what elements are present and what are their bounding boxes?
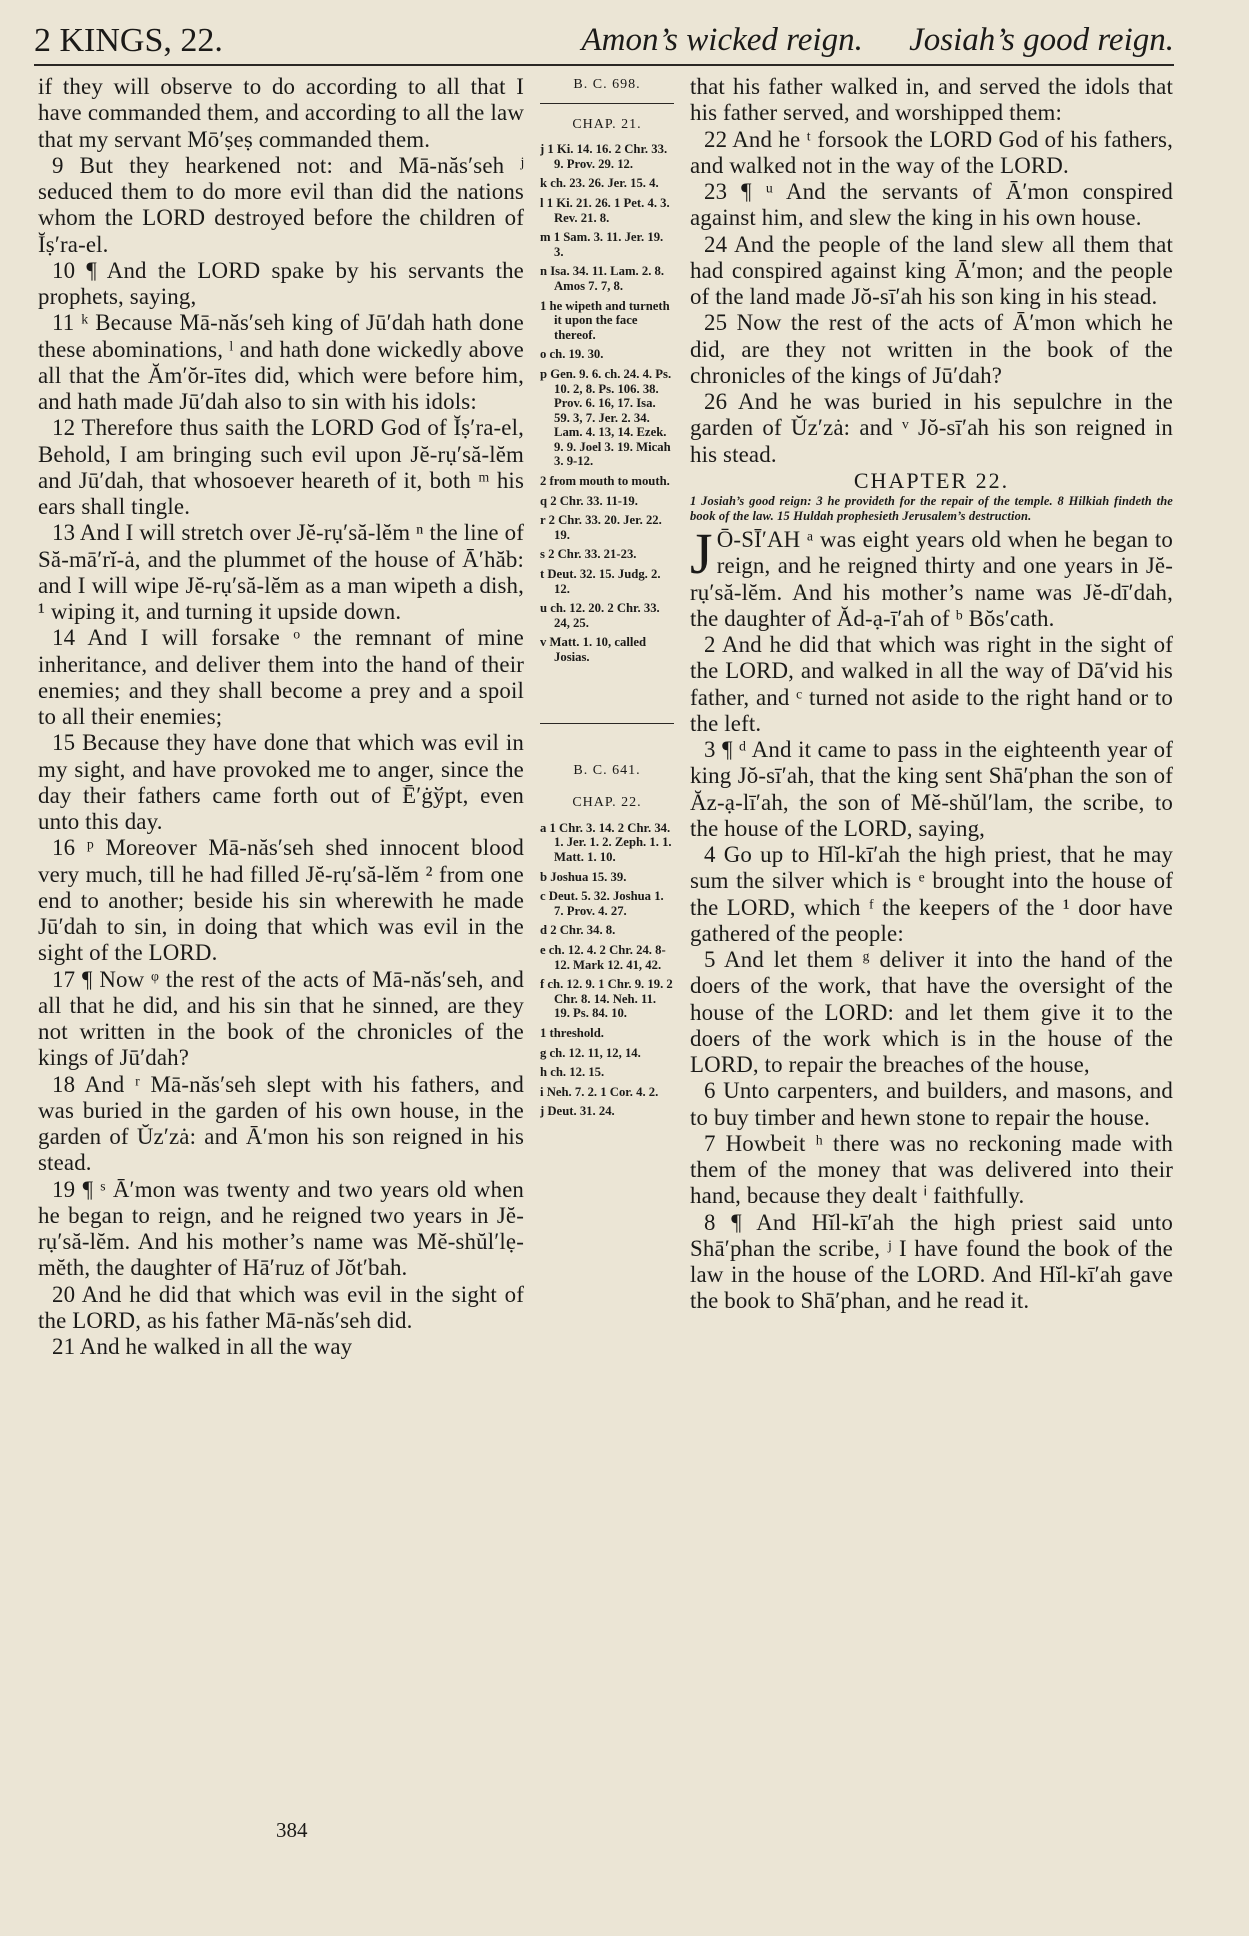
verse: if they will observe to do according to all that I have commanded them, and according to all the law that my servant Mō′ṣeṣ commanded them. [38, 74, 524, 152]
verse: 8 ¶ And Hĭl-kī′ah the high priest said unto Shā′phan the scribe, ʲ I have found the book of the law in the house of the LORD. And Hĭl-kī′ah gave the book to Shā′phan, and he read it. [690, 1209, 1173, 1314]
margin-rule [540, 103, 674, 104]
verse: 6 Unto carpenters, and builders, and masons, and to buy timber and hewn stone to repair the house. [690, 1078, 1173, 1130]
verse: 20 And he did that which was evil in the sight of the LORD, as his father Mā-năs′seh did. [38, 1281, 524, 1333]
cross-reference: o ch. 19. 30. [540, 347, 604, 362]
page-number: 384 [276, 1818, 308, 1842]
cross-reference: j 1 Ki. 14. 16. 2 Chr. 33. 9. Prov. 29. 12. [540, 142, 668, 171]
reference-list [540, 821, 674, 1119]
verse: 7 Howbeit ʰ there was no reckoning made with them of the money that was delivered into their hand, because they dealt ⁱ faithfully. [690, 1130, 1173, 1209]
cross-reference: g ch. 12. 11, 12, 14. [540, 1045, 641, 1060]
date-label: B. C. 641. [573, 762, 641, 778]
verse: 15 Because they have done that which was evil in my sight, and have provoked me to anger, since the day their fathers came forth out of Ē′ġўpt, even unto this day. [38, 730, 524, 834]
cross-reference: t Deut. 32. 15. Judg. 2. 12. [540, 567, 661, 596]
cross-reference: r 2 Chr. 33. 20. Jer. 22. 19. [540, 513, 662, 542]
book-chapter-label: 2 KINGS, 22. [34, 22, 223, 59]
verse: 22 And he ᵗ forsook the LORD God of his fathers, and walked not in the way of the LORD. [690, 126, 1173, 178]
cross-reference: i Neh. 7. 2. 1 Cor. 4. 2. [540, 1084, 659, 1099]
cross-reference: l 1 Ki. 21. 26. 1 Pet. 4. 3. Rev. 21. 8. [540, 195, 670, 225]
verse: 11 ᵏ Because Mā-năs′seh king of Jū′dah hath done these abominations, ˡ and hath done wickedly above all that the Ăm′ŏr-ītes did, which were before him, and hath made Jū′dah also to sin with his idols: [38, 310, 524, 414]
cross-reference-column [540, 74, 674, 1834]
verse: 13 And I will stretch over Jĕ-rụ′să-lĕm ⁿ the line of Să-mā′rĭ-ȧ, and the plummet of the house of Ā′hăb: and I will wipe Jĕ-rụ′să-lĕm as a man wipeth a dish, ¹ wiping it, and turning it upside down. [38, 520, 524, 624]
chapter-opening [690, 521, 1173, 632]
header-rule [34, 64, 1174, 66]
cross-reference: d 2 Chr. 34. 8. [540, 923, 616, 938]
drop-cap: J [690, 521, 713, 587]
verse: 5 And let them ᵍ deliver it into the hand of the doers of the work, that have the oversight of the house of the LORD: and let them give it to the doers of the work which is in the house of the LORD, to repair the breaches of the house, [690, 947, 1173, 1078]
cross-reference: k ch. 23. 26. Jer. 15. 4. [540, 176, 659, 191]
cross-reference: 1 he wipeth and turneth it upon the face thereof. [540, 298, 670, 342]
cross-reference: p Gen. 9. 6. ch. 24. 4. Ps. 10. 2, 8. Ps. 106. 38. Prov. 6. 16, 17. Isa. 59. 3, 7. Jer. 2. 34. Lam. 4. 13, 14. Ezek. 9. 9. Joel 3. 19. Micah 3. 9-12. [540, 366, 672, 469]
cross-reference: b Joshua 15. 39. [540, 869, 627, 884]
cross-reference: f ch. 12. 9. 1 Chr. 9. 19. 2 Chr. 8. 14. Neh. 11. 19. Ps. 84. 10. [540, 977, 673, 1021]
verse: 25 Now the rest of the acts of Ā′mon which he did, are they not written in the book of the chronicles of the kings of Jū′dah? [690, 310, 1173, 388]
running-header [34, 22, 1174, 62]
verse: 16 ᵖ Moreover Mā-năs′seh shed innocent blood very much, till he had filled Jĕ-rụ′să-lĕm ² from one end to another; beside his sin wherewith he made Jū′dah to sin, in doing that which was evil in the sight of the LORD. [38, 835, 524, 966]
chapter-summary: 1 Josiah’s good reign: 3 he provideth for the repair of the temple. 8 Hilkiah findeth the book of the law. 15 Huldah prophesieth Jerusalem’s destruction. [690, 494, 1173, 523]
verse: 18 And ʳ Mā-năs′seh slept with his fathers, and was buried in the garden of his own house, in the garden of Ŭz′zȧ: and Ā′mon his son reigned in his stead. [38, 1071, 524, 1176]
verse: that his father walked in, and served the idols that his father served, and worshipped them: [690, 74, 1173, 126]
title-right: Josiah’s good reign. [909, 22, 1174, 58]
cross-reference: e ch. 12. 4. 2 Chr. 24. 8-12. Mark 12. 41, 42. [540, 942, 666, 972]
cross-reference: 1 threshold. [540, 1025, 604, 1040]
title-left: Amon’s wicked reign. [581, 22, 863, 58]
cross-reference: s 2 Chr. 33. 21-23. [540, 547, 637, 562]
reference-list [540, 142, 674, 664]
right-text-column [690, 74, 1173, 1829]
verse: 4 Go up to Hĭl-kī′ah the high priest, that he may sum the silver which is ᵉ brought into the house of the LORD, which ᶠ the keepers of the ¹ door have gathered of the people: [690, 842, 1173, 946]
verse: 19 ¶ ˢ Ā′mon was twenty and two years old when he began to reign, and he reigned two years in Jĕ-rụ′să-lĕm. And his mother’s name was Mĕ-shŭl′lẹ-mĕth, the daughter of Hā′ruz of Jŏt′bah. [38, 1176, 524, 1281]
cross-reference: v Matt. 1. 10, called Josias. [540, 635, 647, 664]
verse: 17 ¶ Now ᵠ the rest of the acts of Mā-năs′seh, and all that he did, and his sin that he sinned, are they not written in the book of the chronicles of the kings of Jū′dah? [38, 966, 524, 1071]
verse: 3 ¶ ᵈ And it came to pass in the eighteenth year of king Jŏ-sī′ah, that the king sent Shā′phan the son of Ăz-ạ-lī′ah, the son of Mĕ-shŭl′lam, the scribe, to the house of the LORD, saying, [690, 737, 1173, 841]
cross-reference: c Deut. 5. 32. Joshua 1. 7. Prov. 4. 27. [540, 889, 664, 918]
date-label: B. C. 698. [573, 77, 641, 92]
verse: 10 ¶ And the LORD spake by his servants the prophets, saying, [38, 257, 524, 309]
verse: 12 Therefore thus saith the LORD God of Ĭṣ′ra-el, Behold, I am bringing such evil upon Jĕ-rụ′să-lĕm and Jū′dah, that whosoever heareth of it, both ᵐ his ears shall tingle. [38, 415, 524, 519]
verse: 26 And he was buried in his sepulchre in the garden of Ŭz′zȧ: and ᵛ Jŏ-sī′ah his son reigned in his stead. [690, 389, 1173, 467]
cross-reference: 2 from mouth to mouth. [540, 474, 670, 489]
cross-reference: j Deut. 31. 24. [540, 1104, 615, 1119]
cross-reference: m 1 Sam. 3. 11. Jer. 19. 3. [540, 230, 664, 259]
chapter-heading: CHAPTER 22. [853, 467, 1010, 493]
left-text-column [38, 74, 524, 1829]
chapter-label: CHAP. 21. [572, 116, 642, 132]
cross-reference: n Isa. 34. 11. Lam. 2. 8. Amos 7. 7, 8. [540, 264, 665, 293]
page-title [581, 22, 1174, 59]
verse: 9 But they hearkened not: and Mā-năs′seh ʲ seduced them to do more evil than did the nations whom the LORD destroyed before the children of Ĭṣ′ra-el. [38, 152, 524, 257]
margin-rule [540, 723, 674, 724]
verse: 21 And he walked in all the way [52, 1334, 353, 1359]
verse-1: Ō-SĪ′AH ᵃ was eight years old when he began to reign, and he reigned thirty and one years in Jĕ-rụ′să-lĕm. And his mother’s name was Jĕ-dī′dah, the daughter of Ăd-ạ-ī′ah of ᵇ Bŏs′cath. [690, 527, 1173, 631]
verse: 24 And the people of the land slew all them that had conspired against king Ā′mon; and the people of the land made Jŏ-sī′ah his son king in his stead. [690, 231, 1173, 309]
verse: 14 And I will forsake ᵒ the remnant of mine inheritance, and deliver them into the hand of their enemies; and they shall become a prey and a spoil to all their enemies; [38, 625, 524, 729]
verse: 2 And he did that which was right in the sight of the LORD, and walked in all the way of Dā′vid his father, and ᶜ turned not aside to the right hand or to the left. [690, 632, 1173, 736]
chapter-label: CHAP. 22. [572, 795, 642, 811]
verse: 23 ¶ ᵘ And the servants of Ā′mon conspired against him, and slew the king in his own house. [690, 179, 1173, 231]
cross-reference: a 1 Chr. 3. 14. 2 Chr. 34. 1. Jer. 1. 2. Zeph. 1. 1. Matt. 1. 10. [540, 820, 672, 864]
cross-reference: u ch. 12. 20. 2 Chr. 33. 24, 25. [540, 601, 660, 630]
cross-reference: q 2 Chr. 33. 11-19. [540, 493, 638, 508]
cross-reference: h ch. 12. 15. [540, 1065, 605, 1080]
